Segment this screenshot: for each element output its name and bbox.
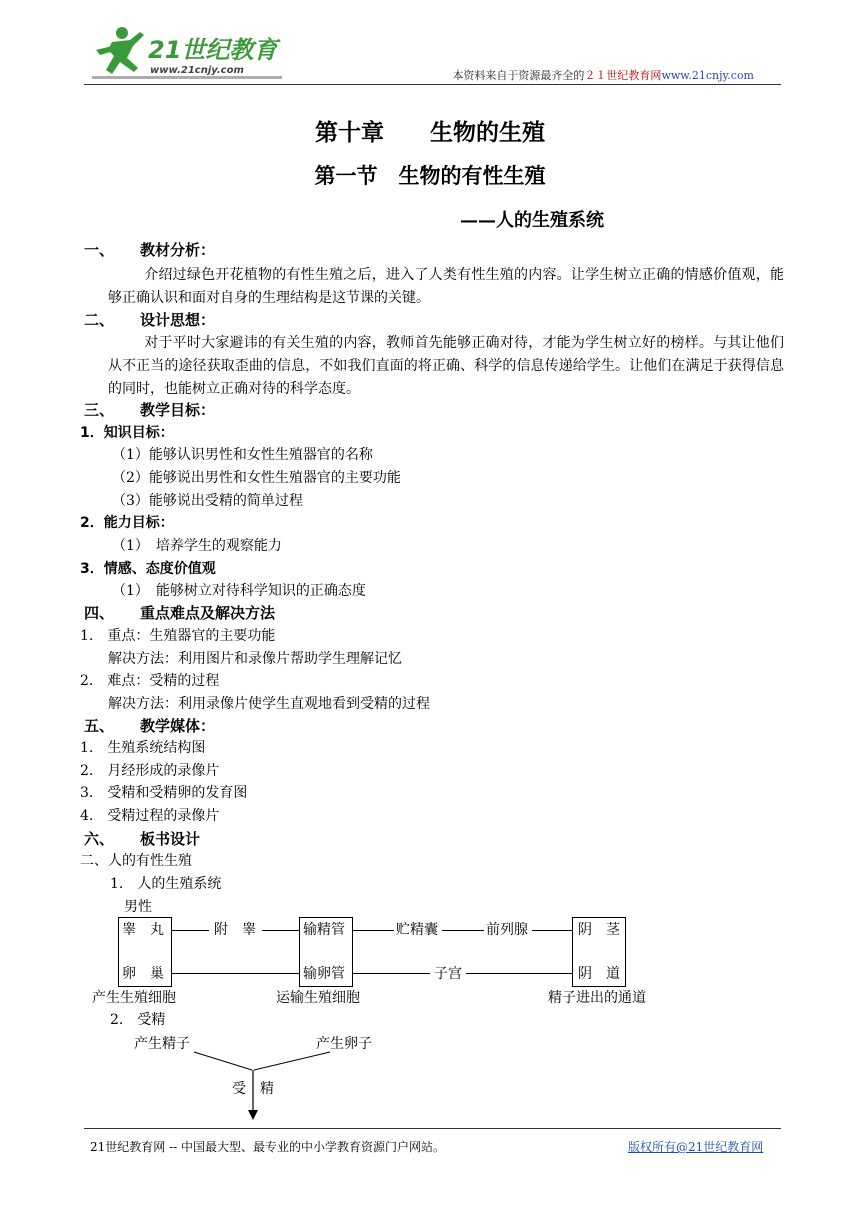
svg-text:21世纪教育: 21世纪教育 [148, 36, 278, 64]
label-oviduct: 输卵管 [303, 966, 345, 982]
ability-goal-title: 2．能力目标： [80, 515, 174, 531]
label-penis: 阴 茎 [578, 922, 620, 938]
section-title-2: 设计思想： [140, 311, 216, 329]
knowledge-goal-item: （1）能够认识男性和女性生殖器官的名称 [112, 447, 373, 463]
section-num-5: 五、 [84, 717, 115, 735]
board-item-1: 1. 人的生殖系统 [110, 876, 222, 892]
svg-text:www.21cnjy.com: www.21cnjy.com [150, 65, 244, 76]
connector-line [171, 930, 209, 931]
label-vagina: 阴 道 [578, 966, 620, 982]
label-vas-deferens: 输精管 [303, 922, 345, 938]
section-num-6: 六、 [84, 830, 115, 848]
header-source-note: 本资料来自于资源最齐全的２１世纪教育网www.21cnjy.com [452, 69, 754, 82]
board-heading: 二、人的有性生殖 [80, 853, 192, 869]
key-point-line: 解决方法：利用录像片使学生直观地看到受精的过程 [80, 696, 430, 712]
label-testis: 睾 丸 [122, 922, 164, 938]
label-produce-sperm: 产生精子 [134, 1036, 190, 1052]
media-item: 4. 受精过程的录像片 [80, 808, 220, 824]
section-title-1: 教材分析： [140, 241, 216, 259]
footer-divider [84, 1128, 781, 1129]
connector-line [262, 930, 299, 931]
emotion-goal-title: 3．情感、态度价值观 [80, 561, 216, 577]
section-title-4: 重点难点及解决方法 [140, 604, 276, 622]
ability-goal-item: （1） 培养学生的观察能力 [112, 538, 282, 554]
key-point-line: 解决方法：利用图片和录像片帮助学生理解记忆 [80, 651, 402, 667]
knowledge-goal-title: 1．知识目标： [80, 425, 174, 441]
emotion-goal-item: （1） 能够树立对待科学知识的正确态度 [112, 583, 366, 599]
section-num-3: 三、 [84, 401, 115, 419]
footer-site-description: 21世纪教育网 -- 中国最大型、最专业的中小学教育资源门户网站。 [90, 1140, 446, 1154]
header-divider [84, 84, 781, 85]
label-prostate: 前列腺 [486, 922, 528, 938]
label-seminal-vesicle: 贮精囊 [396, 922, 438, 938]
knowledge-goal-item: （3）能够说出受精的简单过程 [112, 493, 303, 509]
label-fertilization-1: 受 [232, 1081, 246, 1097]
media-item: 1. 生殖系统结构图 [80, 740, 206, 756]
header-url-link[interactable]: www.21cnjy.com [661, 69, 754, 82]
section-num-2: 二、 [84, 311, 115, 329]
media-item: 3. 受精和受精卵的发育图 [80, 785, 248, 801]
section-title-3: 教学目标： [140, 401, 216, 419]
label-produce-egg: 产生卵子 [316, 1036, 372, 1052]
label-male: 男性 [124, 899, 152, 915]
label-fertilization-2: 精 [260, 1081, 274, 1097]
section-num-1: 一、 [84, 241, 115, 259]
label-ovary: 卵 巢 [122, 966, 164, 982]
connector-line [171, 973, 299, 974]
board-item-2: 2. 受精 [110, 1012, 166, 1028]
connector-line [466, 973, 572, 974]
caption-ducts: 运输生殖细胞 [276, 990, 360, 1006]
connector-line [532, 930, 572, 931]
footer-copyright-link[interactable]: 版权所有@21世纪教育网 [628, 1140, 764, 1154]
connector-line [352, 973, 430, 974]
caption-gonads: 产生生殖细胞 [92, 990, 176, 1006]
section-title-5: 教学媒体： [140, 717, 216, 735]
connector-line [442, 930, 484, 931]
key-point-line: 2. 难点：受精的过程 [80, 673, 220, 689]
section-num-4: 四、 [84, 604, 115, 622]
subtitle: ——人的生殖系统 [460, 210, 604, 231]
paragraph-analysis: 介绍过绿色开花植物的有性生殖之后，进入了人类有性生殖的内容。让学生树立正确的情感价值观，能够正确认识和面对自身的生理结构是这节课的关键。 [108, 267, 784, 306]
section-title: 第一节 生物的有性生殖 [314, 163, 546, 188]
site-logo [90, 24, 290, 82]
section-title-6: 板书设计 [140, 830, 201, 848]
label-epididymis: 附 睾 [214, 922, 256, 938]
chapter-title: 第十章 生物的生殖 [315, 119, 545, 146]
paragraph-design: 对于平时大家避讳的有关生殖的内容，教师首先能够正确对待，才能为学生树立好的榜样。与其让他们从不正当的途径获取歪曲的信息，不如我们直面的将正确、科学的信息传递给学生。让他们在满足于获得信息的同时，也能树立正确对待的科学态度。 [108, 335, 784, 397]
knowledge-goal-item: （2）能够说出男性和女性生殖器官的主要功能 [112, 470, 401, 486]
connector-line [352, 930, 394, 931]
caption-external: 精子进出的通道 [548, 990, 646, 1006]
key-point-line: 1. 重点：生殖器官的主要功能 [80, 628, 276, 644]
media-item: 2. 月经形成的录像片 [80, 763, 220, 779]
label-uterus: 子宫 [434, 966, 462, 982]
